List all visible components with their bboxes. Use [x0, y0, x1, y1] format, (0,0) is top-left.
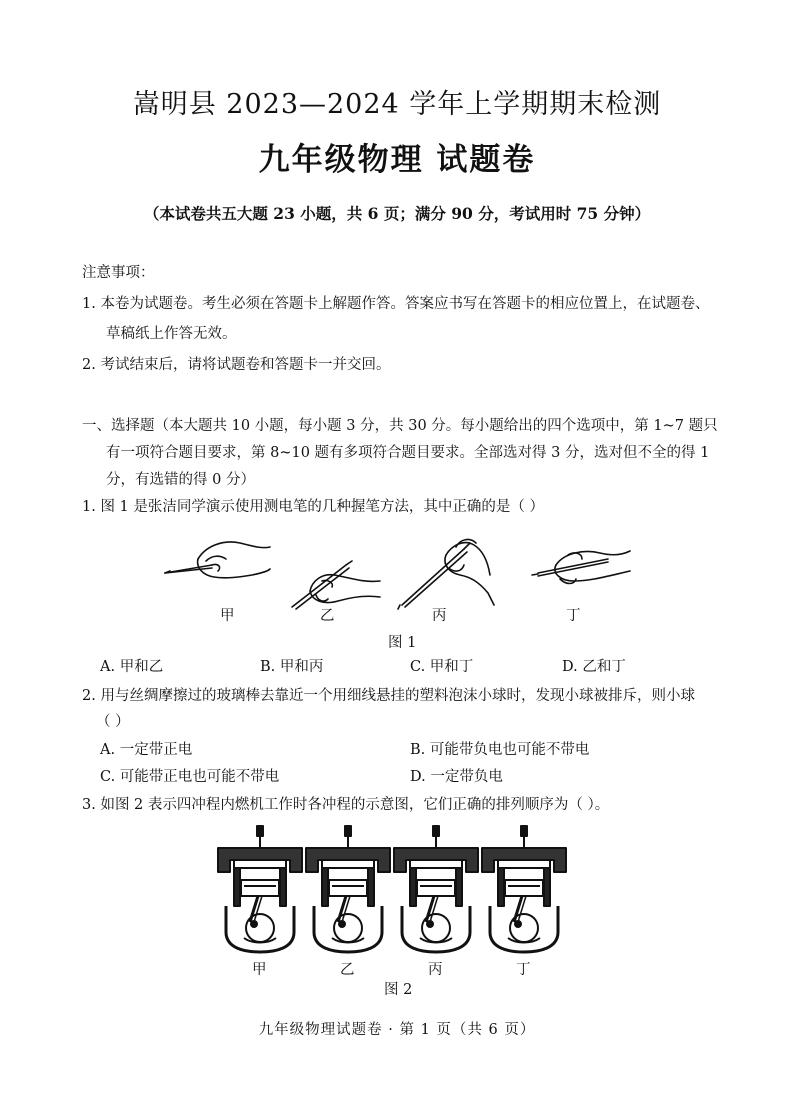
fig1-label-jia: 甲: [220, 608, 235, 624]
grip-bing-illustration: [398, 540, 494, 609]
q1-option-a: A. 甲和乙: [100, 659, 164, 675]
fig1-label-ding: 丁: [566, 608, 581, 624]
grip-jia-illustration: [165, 542, 270, 578]
notes-item1-line2: 草稿纸上作答无效。: [106, 326, 237, 342]
notes-item1-line1: 1. 本卷为试题卷。考生必须在答题卡上解题作答。答案应书写在答题卡的相应位置上，在试题卷、: [82, 296, 710, 312]
notes-heading: 注意事项：: [82, 265, 155, 281]
figure1-test-pen-grips: [0, 525, 794, 625]
fig1-label-yi: 乙: [320, 608, 335, 624]
page-footer: 九年级物理试题卷 · 第 1 页（共 6 页）: [258, 1022, 536, 1038]
figure2-engine-strokes: [0, 824, 794, 954]
section1-line3: 分，有选错的得 0 分）: [106, 472, 255, 488]
q2-option-c: C. 可能带正电也可能不带电: [100, 769, 280, 785]
q2-option-b: B. 可能带负电也可能不带电: [410, 742, 590, 758]
figure1-caption: 图 1: [388, 635, 417, 651]
engine-yi-illustration: [306, 826, 390, 952]
notes-item2: 2. 考试结束后，请将试题卷和答题卡一并交回。: [82, 357, 391, 373]
q2-stem-line1: 2. 用与丝绸摩擦过的玻璃棒去靠近一个用细线悬挂的塑料泡沫小球时，发现小球被排斥，则小球: [82, 688, 695, 704]
fig2-label-bing: 丙: [428, 962, 443, 978]
figure2-caption: 图 2: [384, 982, 413, 998]
q2-option-a: A. 一定带正电: [100, 742, 193, 758]
engine-jia-illustration: [218, 826, 302, 952]
grip-ding-illustration: [532, 551, 630, 584]
q2-stem-line2: （ ）: [96, 714, 130, 730]
fig2-label-ding: 丁: [516, 962, 531, 978]
engine-bing-illustration: [394, 826, 478, 952]
section1-line2: 有一项符合题目要求，第 8~10 题有多项符合题目要求。全部选对得 3 分，选对但不全的得 1: [106, 445, 710, 461]
engine-ding-illustration: [482, 826, 566, 952]
fig2-label-yi: 乙: [340, 962, 355, 978]
q2-option-d: D. 一定带负电: [410, 769, 503, 785]
fig2-label-jia: 甲: [252, 962, 267, 978]
section1-line1: 一、选择题（本大题共 10 小题，每小题 3 分，共 30 分。每小题给出的四个选项中，第 1~7 题只: [82, 418, 718, 434]
fig1-label-bing: 丙: [432, 608, 447, 624]
q1-option-b: B. 甲和丙: [260, 659, 324, 675]
exam-subtitle: （本试卷共五大题 23 小题，共 6 页；满分 90 分，考试用时 75 分钟）: [143, 204, 651, 223]
q1-option-d: D. 乙和丁: [562, 659, 626, 675]
exam-title-line1: 嵩明县 2023—2024 学年上学期期末检测: [132, 89, 662, 120]
q1-stem: 1. 图 1 是张洁同学演示使用测电笔的几种握笔方法，其中正确的是（ ）: [82, 499, 544, 515]
q3-stem: 3. 如图 2 表示四冲程内燃机工作时各冲程的示意图，它们正确的排列顺序为（ ）。: [82, 797, 610, 813]
q1-option-c: C. 甲和丁: [410, 659, 474, 675]
exam-title-line2: 九年级物理 试题卷: [258, 142, 536, 178]
grip-yi-illustration: [292, 561, 380, 609]
